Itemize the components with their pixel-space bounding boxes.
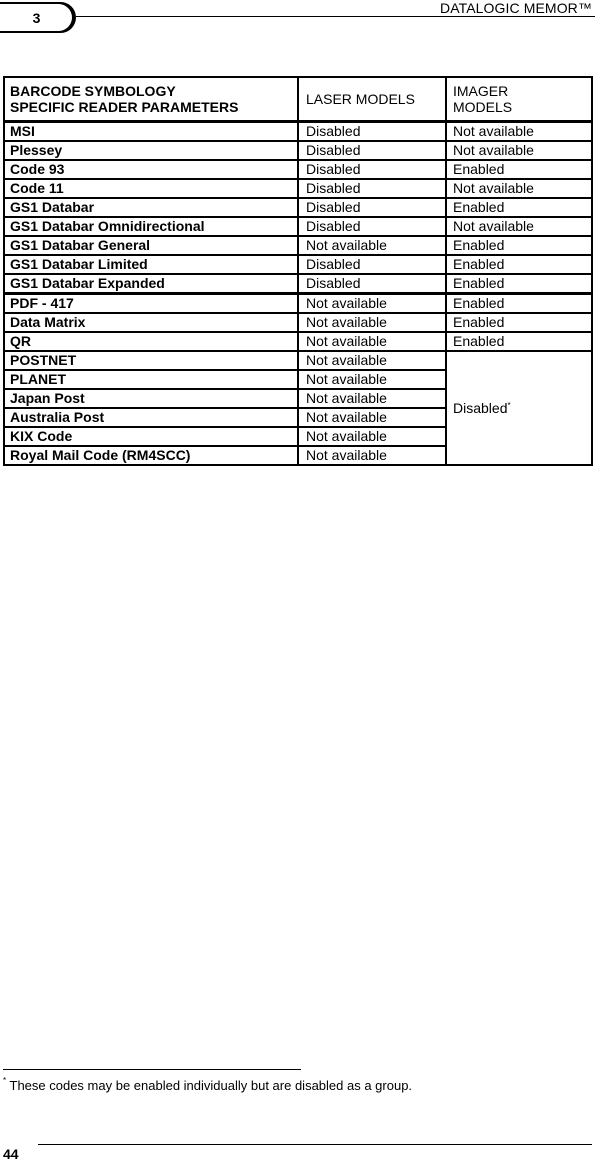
- symbology-cell: POSTNET: [4, 351, 298, 370]
- laser-cell: Disabled: [298, 179, 446, 198]
- header-symbology-line2: SPECIFIC READER PARAMETERS: [10, 99, 239, 115]
- footnote-text: These codes may be enabled individually but are disabled as a group.: [6, 1078, 413, 1093]
- symbology-cell: KIX Code: [4, 427, 298, 446]
- laser-cell: Not available: [298, 332, 446, 351]
- footer-rule: [38, 1144, 592, 1145]
- header-symbology-line1: BARCODE SYMBOLOGY: [10, 83, 176, 99]
- header-laser: LASER MODELS: [298, 77, 446, 122]
- imager-cell: Not available: [446, 179, 592, 198]
- imager-cell: Not available: [446, 122, 592, 142]
- symbology-cell: GS1 Databar General: [4, 236, 298, 255]
- symbology-cell: Royal Mail Code (RM4SCC): [4, 446, 298, 465]
- imager-cell: Not available: [446, 141, 592, 160]
- laser-cell: Disabled: [298, 255, 446, 274]
- imager-cell: Enabled: [446, 332, 592, 351]
- header-symbology: [4, 77, 298, 122]
- footnote-mark: *: [3, 1076, 7, 1085]
- laser-cell: Disabled: [298, 160, 446, 179]
- table-row: [4, 236, 592, 255]
- laser-cell: Disabled: [298, 217, 446, 236]
- table-row: [4, 160, 592, 179]
- imager-cell: Enabled: [446, 274, 592, 294]
- table-row: [4, 313, 592, 332]
- table-row: [4, 217, 592, 236]
- laser-cell: Disabled: [298, 141, 446, 160]
- imager-cell: Enabled: [446, 313, 592, 332]
- table-header-row: [4, 77, 592, 122]
- table-row: [4, 255, 592, 274]
- chapter-badge: [0, 2, 76, 33]
- imager-cell: Not available: [446, 217, 592, 236]
- table-row: [4, 351, 592, 370]
- header-rule: [76, 16, 595, 17]
- postal-group-imager-value: Disabled: [453, 400, 508, 416]
- symbology-cell: Japan Post: [4, 389, 298, 408]
- table-row: [4, 198, 592, 217]
- symbology-parameters-table: [3, 76, 593, 466]
- symbology-cell: GS1 Databar Omnidirectional: [4, 217, 298, 236]
- symbology-cell: Data Matrix: [4, 313, 298, 332]
- laser-cell: Disabled: [298, 198, 446, 217]
- postal-group-imager-cell: [446, 351, 592, 465]
- symbology-cell: Australia Post: [4, 408, 298, 427]
- table-row: [4, 122, 592, 142]
- laser-cell: Not available: [298, 236, 446, 255]
- symbology-cell: GS1 Databar Expanded: [4, 274, 298, 294]
- laser-cell: Not available: [298, 408, 446, 427]
- laser-cell: Not available: [298, 427, 446, 446]
- table-row: [4, 332, 592, 351]
- table-row: [4, 179, 592, 198]
- laser-cell: Not available: [298, 370, 446, 389]
- symbology-cell: MSI: [4, 122, 298, 142]
- footnote-rule: [3, 1069, 301, 1070]
- footnote: [3, 1078, 412, 1093]
- imager-cell: Enabled: [446, 198, 592, 217]
- symbology-cell: Code 11: [4, 179, 298, 198]
- symbology-cell: QR: [4, 332, 298, 351]
- laser-cell: Not available: [298, 294, 446, 314]
- page-number: 44: [3, 1146, 19, 1162]
- imager-cell: Enabled: [446, 236, 592, 255]
- imager-cell: Enabled: [446, 255, 592, 274]
- imager-cell: Enabled: [446, 160, 592, 179]
- laser-cell: Not available: [298, 313, 446, 332]
- table-row: [4, 141, 592, 160]
- imager-cell: Enabled: [446, 294, 592, 314]
- symbology-cell: Plessey: [4, 141, 298, 160]
- symbology-cell: Code 93: [4, 160, 298, 179]
- symbology-cell: GS1 Databar Limited: [4, 255, 298, 274]
- symbology-cell: PLANET: [4, 370, 298, 389]
- laser-cell: Not available: [298, 351, 446, 370]
- header-imager: [446, 77, 592, 122]
- table-row: [4, 274, 592, 294]
- table-row: [4, 294, 592, 314]
- header-title: DATALOGIC MEMOR™: [440, 0, 592, 16]
- laser-cell: Disabled: [298, 122, 446, 142]
- symbology-cell: PDF - 417: [4, 294, 298, 314]
- laser-cell: Disabled: [298, 274, 446, 294]
- header-imager-line2: MODELS: [453, 99, 513, 115]
- laser-cell: Not available: [298, 446, 446, 465]
- laser-cell: Not available: [298, 389, 446, 408]
- chapter-number: 3: [32, 9, 41, 26]
- symbology-cell: GS1 Databar: [4, 198, 298, 217]
- footnote-reference: *: [507, 401, 511, 410]
- header-imager-line1: IMAGER: [453, 83, 509, 99]
